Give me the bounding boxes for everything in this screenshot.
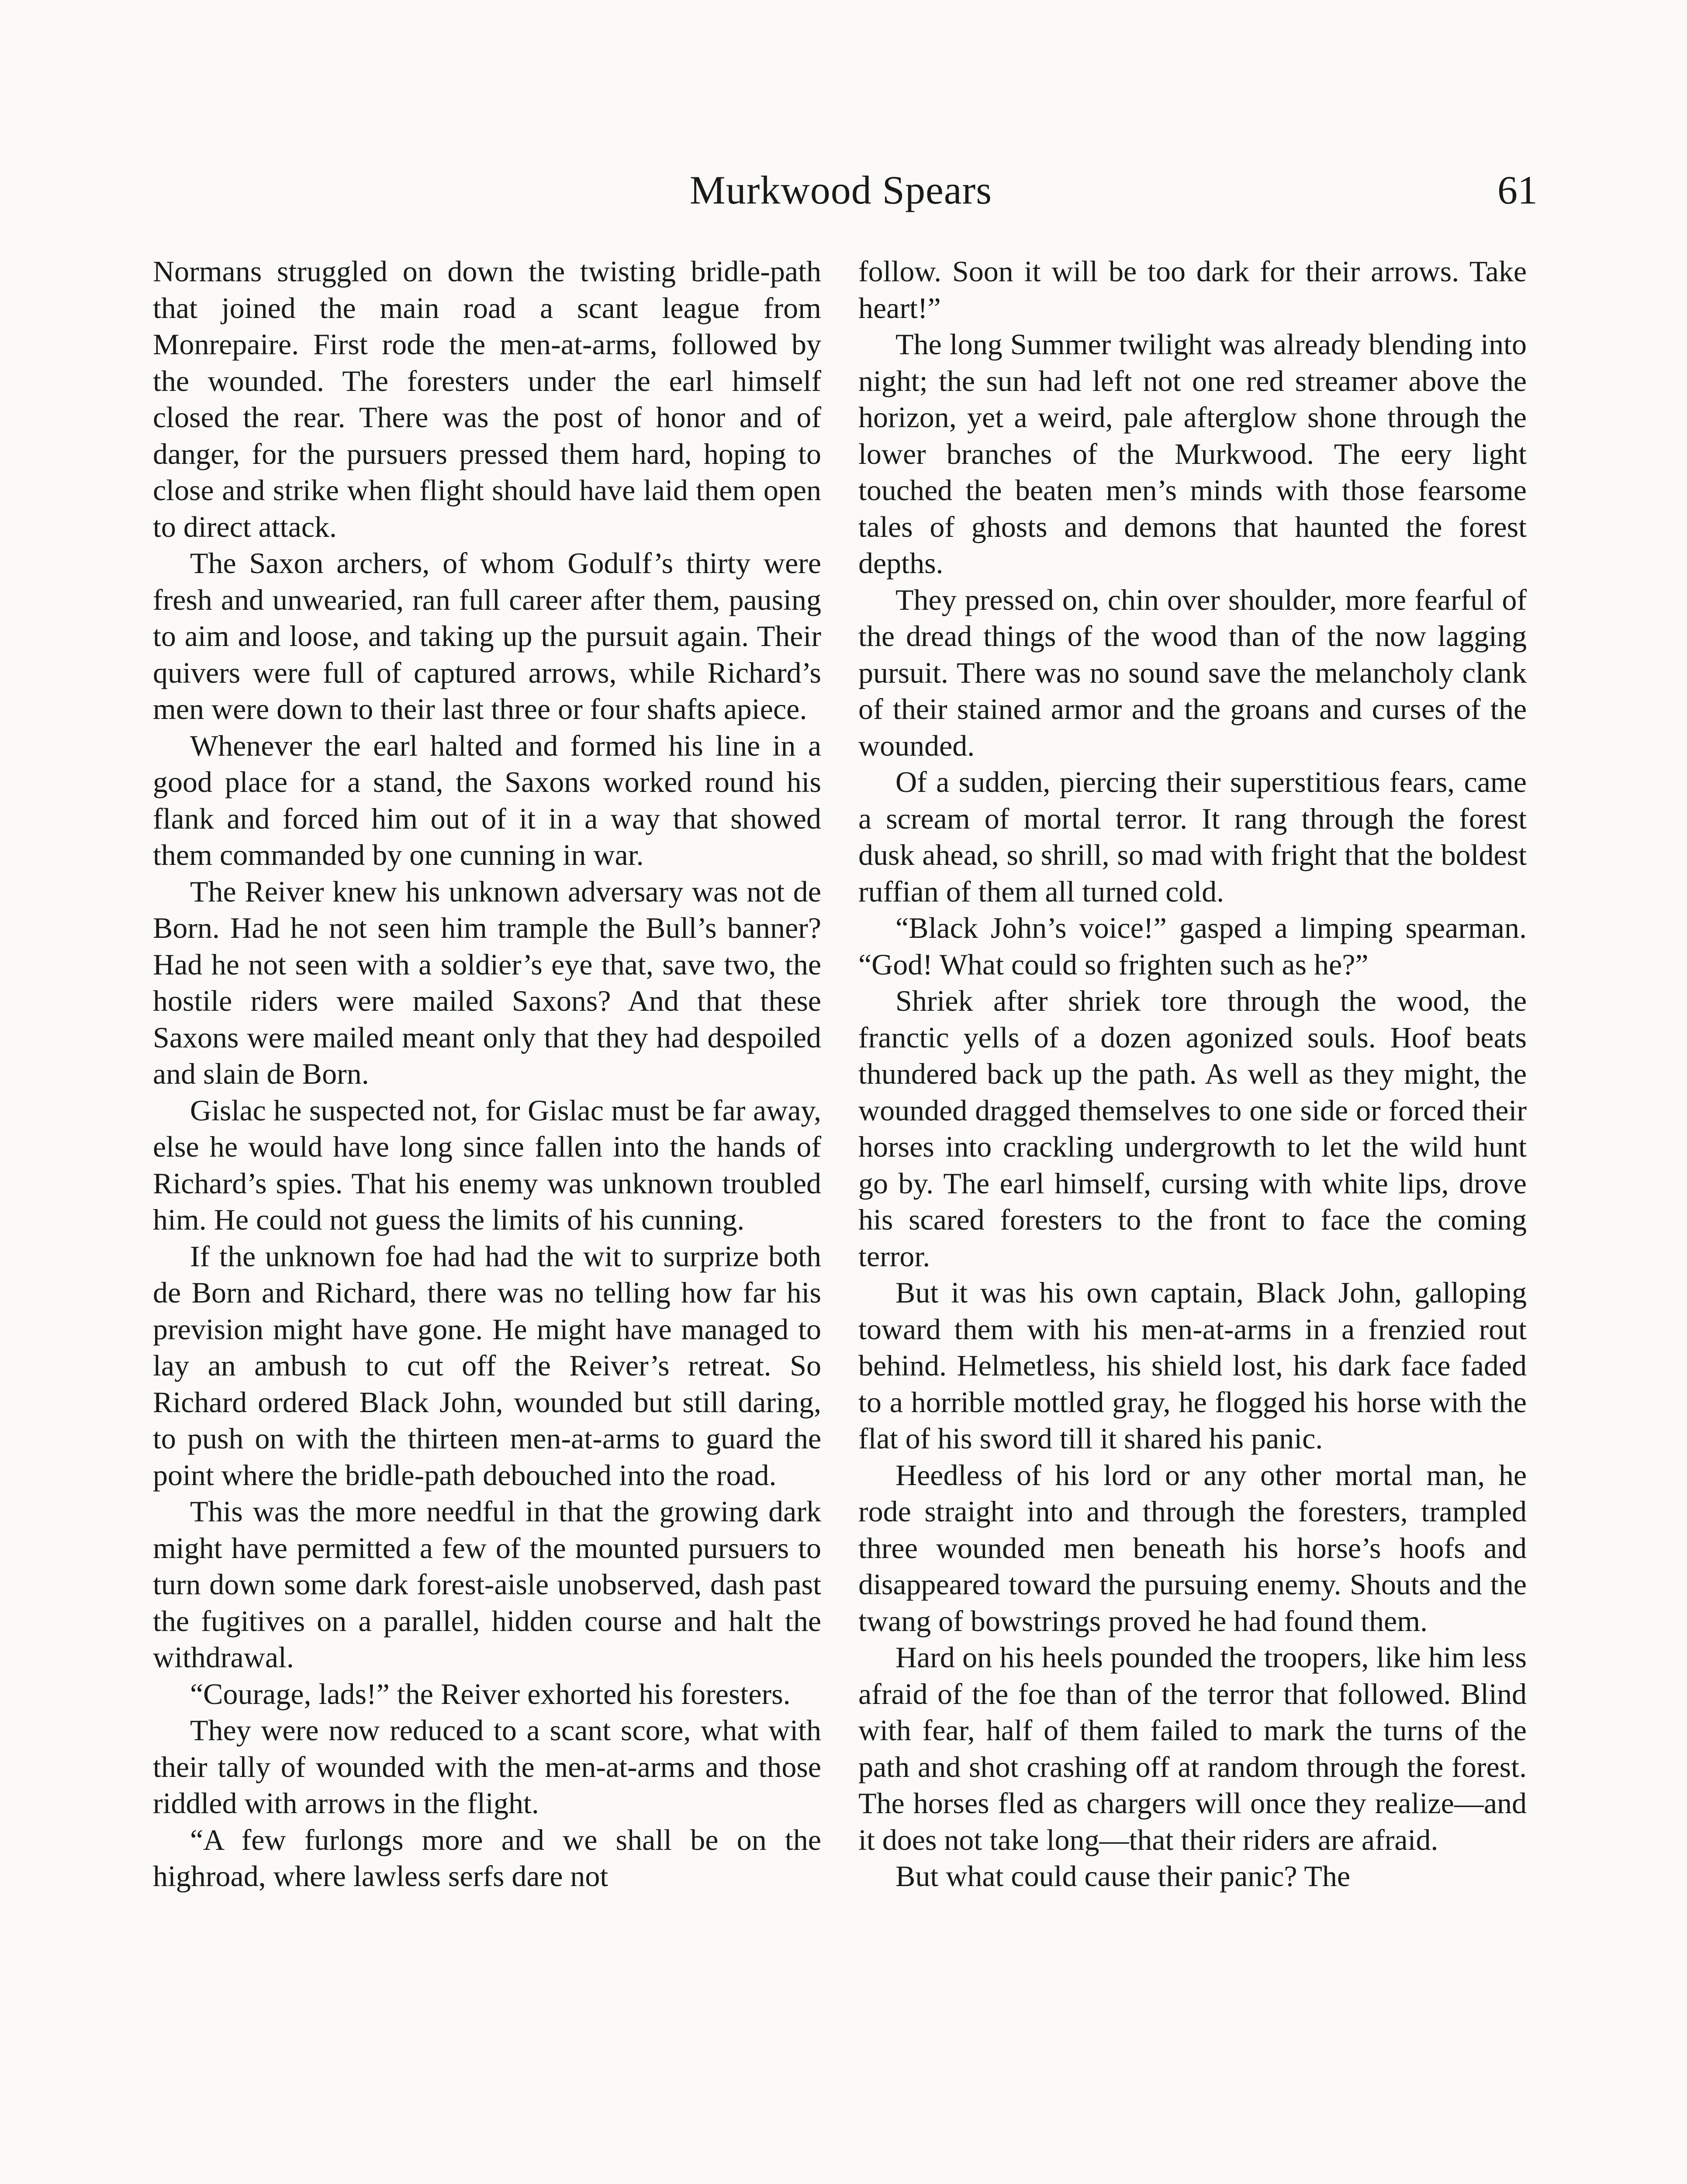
- paragraph: They pressed on, chin over shoulder, more fearful of the dread things of the wood than of the now lagging pursuit. There was no sound save the melancholy clank of their stained armor and the groans and curses of the wounded.: [858, 583, 1527, 762]
- paragraph: Hard on his heels pounded the troopers, like him less afraid of the foe than of the terror that followed. Blind with fear, half of them failed to mark the turns of the path and shot crashing off at random through the forest. The horses fled as chargers will once they realize—and it does not take long—that their riders are afraid.: [858, 1641, 1527, 1856]
- paragraph: But it was his own captain, Black John, galloping toward them with his men-at-arms in a frenzied rout behind. Helmetless, his shield lost, his dark face faded to a horrible mottled gray, he flogged his horse with the flat of his sword till it shared his panic.: [858, 1276, 1527, 1455]
- paragraph: This was the more needful in that the growing dark might have permitted a few of the mounted pursuers to turn down some dark forest-aisle unobserved, dash past the fugitives on a parallel, hidden course and halt the withdrawal.: [153, 1495, 821, 1674]
- paragraph: If the unknown foe had had the wit to surprize both de Born and Richard, there was no telling how far his prevision might have gone. He might have managed to lay an ambush to cut off the Reiver’s retreat. So Richard ordered Black John, wounded but still daring, to push on with the thirteen men-at-arms to guard the point where the bridle-path debouched into the road.: [153, 1239, 821, 1492]
- paragraph: Of a sudden, piercing their superstitious fears, came a scream of mortal terror. It rang through the forest dusk ahead, so shrill, so mad with fright that the boldest ruffian of them all turned cold.: [858, 765, 1527, 908]
- paragraph: Gislac he suspected not, for Gislac must be far away, else he would have long since fallen into the hands of Richard’s spies. That his enemy was unknown troubled him. He could not guess the limits of his cunning.: [153, 1093, 821, 1236]
- running-title: Murkwood Spears: [689, 168, 992, 212]
- paragraph: “Black John’s voice!” gasped a limping spearman. “God! What could so frighten such as he?”: [858, 911, 1527, 981]
- paragraph: follow. Soon it will be too dark for their arrows. Take heart!”: [858, 255, 1527, 325]
- paragraph: They were now reduced to a scant score, what with their tally of wounded with the men-at-arms and those riddled with arrows in the flight.: [153, 1714, 821, 1820]
- left-text-column: [153, 253, 821, 2184]
- paragraph: Whenever the earl halted and formed his line in a good place for a stand, the Saxons worked round his flank and forced him out of it in a way that showed them commanded by one cunning in war.: [153, 729, 821, 871]
- right-text-column: [858, 253, 1527, 2184]
- paragraph: The Reiver knew his unknown adversary was not de Born. Had he not seen him trample the Bull’s banner? Had he not seen with a soldier’s eye that, save two, the hostile riders were mailed Saxons? And that these Saxons were mailed meant only that they had despoiled and slain de Born.: [153, 874, 821, 1090]
- paragraph: Shriek after shriek tore through the wood, the franctic yells of a dozen agonized souls. Hoof beats thundered back up the path. As well as they might, the wounded dragged themselves to one side or forced their horses into crackling undergrowth to let the wild hunt go by. The earl himself, cursing with white lips, drove his scared foresters to the front to face the coming terror.: [858, 984, 1527, 1273]
- paragraph: Heedless of his lord or any other mortal man, he rode straight into and through the foresters, trampled three wounded men beneath his horse’s hoofs and disappeared toward the pursuing enemy. Shouts and the twang of bowstrings proved he had found them.: [858, 1458, 1527, 1638]
- paragraph: The Saxon archers, of whom Godulf’s thirty were fresh and unwearied, ran full career after them, pausing to aim and loose, and taking up the pursuit again. Their quivers were full of captured arrows, while Richard’s men were down to their last three or four shafts apiece.: [153, 546, 821, 726]
- running-head: [153, 157, 1538, 223]
- paragraph: Normans struggled on down the twisting bridle-path that joined the main road a scant league from Monrepaire. First rode the men-at-arms, followed by the wounded. The foresters under the earl himself closed the rear. There was the post of honor and of danger, for the pursuers pressed them hard, hoping to close and strike when flight should have laid them open to direct attack.: [153, 255, 821, 543]
- paragraph: But what could cause their panic? The: [895, 1859, 1351, 1893]
- paragraph: “A few furlongs more and we shall be on the highroad, where lawless serfs dare not: [153, 1823, 821, 1893]
- paragraph: “Courage, lads!” the Reiver exhorted his foresters.: [190, 1677, 791, 1711]
- paragraph: The long Summer twilight was already blending into night; the sun had left not one red streamer above the horizon, yet a weird, pale afterglow shone through the lower branches of the Murkwood. The eery light touched the beaten men’s minds with those fearsome tales of ghosts and demons that haunted the forest depths.: [858, 328, 1527, 580]
- page-number: 61: [1497, 168, 1538, 212]
